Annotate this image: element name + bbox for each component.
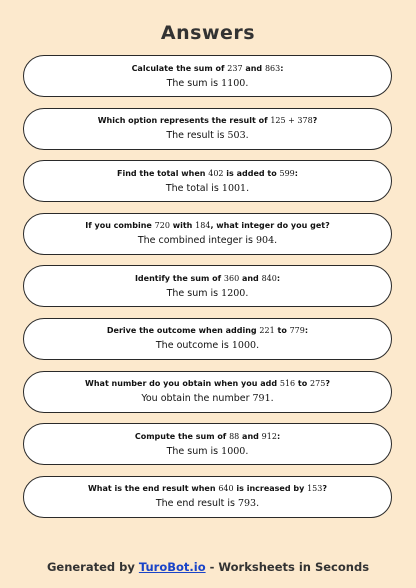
answer-card xyxy=(23,265,392,307)
answer-card xyxy=(23,160,392,202)
answer-card xyxy=(23,108,392,150)
turobot-link[interactable]: TuroBot.io xyxy=(138,560,206,574)
answer-text: The end result is 793. xyxy=(155,498,260,510)
footer-prefix: Generated by xyxy=(46,560,139,574)
question-text: Which option represents the result of 125 + 378? xyxy=(97,116,318,126)
page-title: Answers xyxy=(160,22,256,44)
answer-text: You obtain the number 791. xyxy=(141,393,274,405)
question-text: What is the end result when 640 is increased by 153? xyxy=(87,484,327,494)
answer-text: The sum is 1100. xyxy=(166,77,249,89)
answer-text: The sum is 1200. xyxy=(166,287,249,299)
question-text: Compute the sum of 88 and 912: xyxy=(134,431,281,441)
question-text: What number do you obtain when you add 516 to 275? xyxy=(85,379,330,389)
answer-card xyxy=(23,318,392,360)
answer-text: The sum is 1000. xyxy=(166,445,249,457)
footer-suffix: - Worksheets in Seconds xyxy=(205,560,370,574)
answer-text: The result is 503. xyxy=(166,130,249,142)
question-text: Find the total when 402 is added to 599: xyxy=(117,168,298,178)
answer-text: The outcome is 1000. xyxy=(155,340,260,352)
answer-card xyxy=(23,213,392,255)
question-text: Identify the sum of 360 and 840: xyxy=(134,273,281,283)
question-text: If you combine 720 with 184, what integer do you get? xyxy=(85,221,330,231)
question-text: Derive the outcome when adding 221 to 779: xyxy=(106,326,309,336)
question-text: Calculate the sum of 237 and 863: xyxy=(131,63,284,73)
answer-card xyxy=(23,476,392,518)
answer-card xyxy=(23,55,392,97)
footer xyxy=(0,560,416,574)
answer-text: The combined integer is 904. xyxy=(137,235,278,247)
answer-list xyxy=(23,55,392,528)
answer-text: The total is 1001. xyxy=(165,182,250,194)
answer-card xyxy=(23,371,392,413)
answer-card xyxy=(23,423,392,465)
